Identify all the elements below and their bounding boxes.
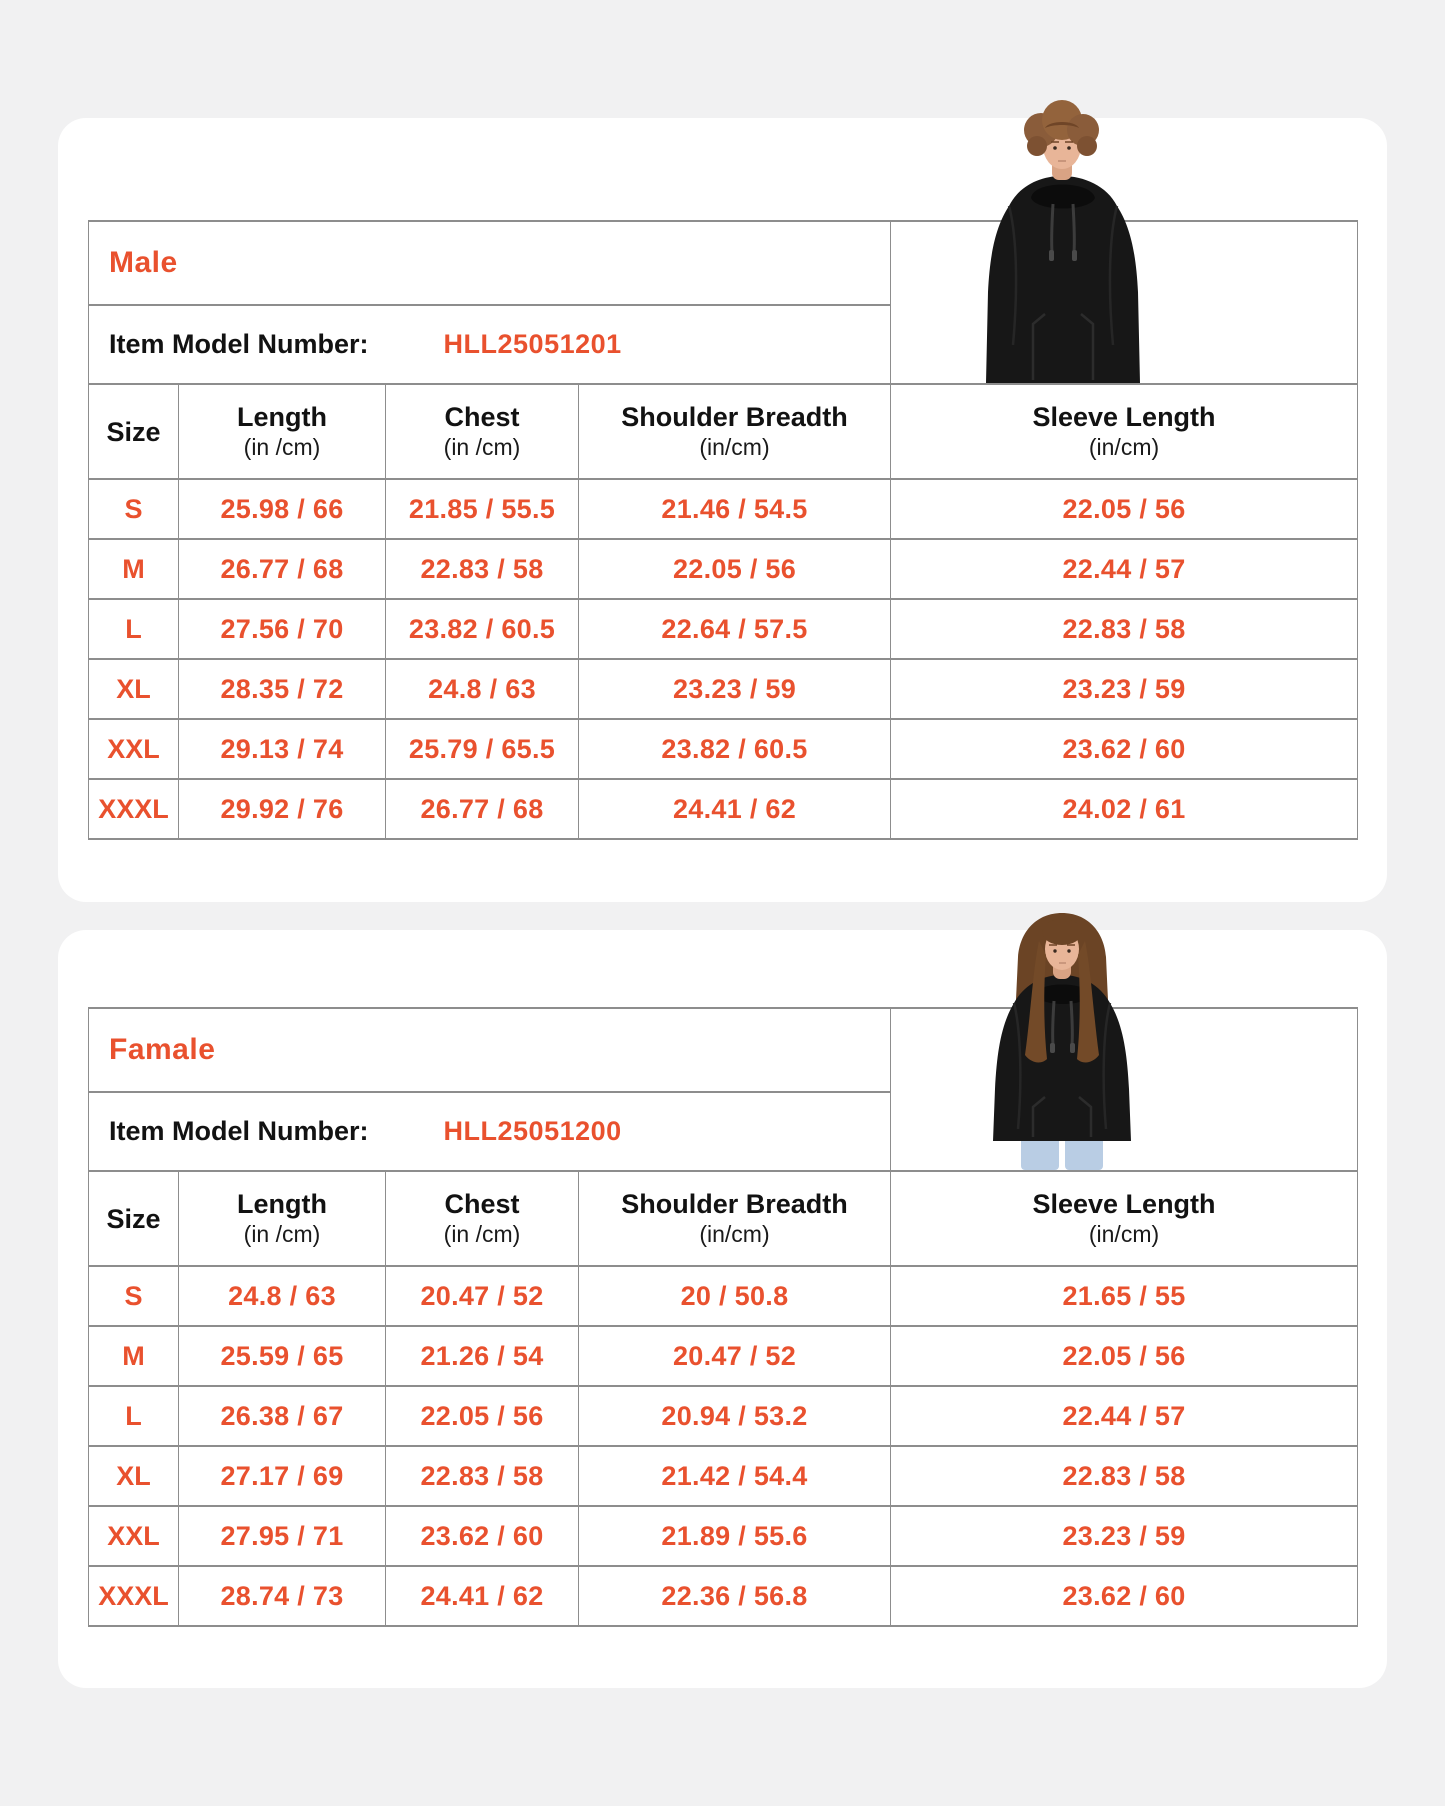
column-label: Length <box>237 1189 327 1219</box>
shoulder-value: 24.41 / 62 <box>579 779 891 839</box>
sleeve-value: 21.65 / 55 <box>891 1266 1358 1326</box>
length-value: 26.38 / 67 <box>179 1386 386 1446</box>
model-number-label: Item Model Number: <box>109 1116 369 1146</box>
model-photo-cell <box>891 221 1358 384</box>
size-label: XXL <box>89 1506 179 1566</box>
column-header-size <box>89 384 179 479</box>
model-number-cell <box>89 305 891 384</box>
table-row <box>89 659 1358 719</box>
chest-value: 25.79 / 65.5 <box>386 719 579 779</box>
length-value: 24.8 / 63 <box>179 1266 386 1326</box>
chest-value: 20.47 / 52 <box>386 1266 579 1326</box>
table-header-row <box>89 384 1358 479</box>
model-number-label: Item Model Number: <box>109 329 369 359</box>
table-row <box>89 1566 1358 1626</box>
male-model-photo <box>949 100 1179 383</box>
shoulder-value: 20.47 / 52 <box>579 1326 891 1386</box>
length-value: 29.13 / 74 <box>179 719 386 779</box>
sleeve-value: 22.44 / 57 <box>891 539 1358 599</box>
length-value: 27.95 / 71 <box>179 1506 386 1566</box>
size-label: M <box>89 1326 179 1386</box>
column-header-shoulder <box>579 384 891 479</box>
length-value: 25.59 / 65 <box>179 1326 386 1386</box>
gender-label: Famale <box>109 1033 216 1066</box>
column-label: Shoulder Breadth <box>621 402 848 432</box>
gender-label: Male <box>109 246 178 279</box>
shoulder-value: 22.36 / 56.8 <box>579 1566 891 1626</box>
table-row <box>89 1326 1358 1386</box>
column-label: Chest <box>444 1189 520 1219</box>
table-header-row <box>89 1171 1358 1266</box>
chest-value: 21.85 / 55.5 <box>386 479 579 539</box>
column-label: Length <box>237 402 327 432</box>
column-header-sleeve <box>891 384 1358 479</box>
sleeve-value: 22.44 / 57 <box>891 1386 1358 1446</box>
length-value: 28.35 / 72 <box>179 659 386 719</box>
column-header-length <box>179 1171 386 1266</box>
shoulder-value: 21.42 / 54.4 <box>579 1446 891 1506</box>
column-unit: (in/cm) <box>1088 1221 1160 1247</box>
sleeve-value: 23.62 / 60 <box>891 1566 1358 1626</box>
column-header-chest <box>386 1171 579 1266</box>
table-row <box>89 719 1358 779</box>
female-size-chart-card <box>58 930 1387 1688</box>
table-row <box>89 539 1358 599</box>
model-number-value: HLL25051200 <box>443 1116 622 1146</box>
table-row <box>89 479 1358 539</box>
chest-value: 21.26 / 54 <box>386 1326 579 1386</box>
table-row <box>89 599 1358 659</box>
size-label: S <box>89 1266 179 1326</box>
length-value: 28.74 / 73 <box>179 1566 386 1626</box>
sleeve-value: 23.23 / 59 <box>891 1506 1358 1566</box>
column-label: Size <box>106 416 161 447</box>
column-header-chest <box>386 384 579 479</box>
column-header-sleeve <box>891 1171 1358 1266</box>
shoulder-value: 20.94 / 53.2 <box>579 1386 891 1446</box>
column-header-shoulder <box>579 1171 891 1266</box>
size-label: XXXL <box>89 1566 179 1626</box>
size-label: S <box>89 479 179 539</box>
sleeve-value: 22.05 / 56 <box>891 479 1358 539</box>
gender-cell <box>89 221 891 305</box>
shoulder-value: 23.82 / 60.5 <box>579 719 891 779</box>
male-size-table <box>88 220 1358 840</box>
model-photo-cell <box>891 1008 1358 1171</box>
sleeve-value: 22.83 / 58 <box>891 1446 1358 1506</box>
length-value: 25.98 / 66 <box>179 479 386 539</box>
column-header-length <box>179 384 386 479</box>
length-value: 27.56 / 70 <box>179 599 386 659</box>
column-label: Shoulder Breadth <box>621 1189 848 1219</box>
shoulder-value: 23.23 / 59 <box>579 659 891 719</box>
sleeve-value: 22.83 / 58 <box>891 599 1358 659</box>
sleeve-value: 23.62 / 60 <box>891 719 1358 779</box>
length-value: 26.77 / 68 <box>179 539 386 599</box>
chest-value: 23.82 / 60.5 <box>386 599 579 659</box>
table-row <box>89 1506 1358 1566</box>
chest-value: 26.77 / 68 <box>386 779 579 839</box>
column-label: Size <box>106 1203 161 1234</box>
column-label: Chest <box>444 402 520 432</box>
column-unit: (in /cm) <box>243 434 321 460</box>
shoulder-value: 22.64 / 57.5 <box>579 599 891 659</box>
model-number-value: HLL25051201 <box>443 329 622 359</box>
table-row <box>89 1446 1358 1506</box>
sleeve-value: 24.02 / 61 <box>891 779 1358 839</box>
sleeve-value: 23.23 / 59 <box>891 659 1358 719</box>
size-label: XL <box>89 1446 179 1506</box>
column-label: Sleeve Length <box>1032 1189 1216 1219</box>
gender-cell <box>89 1008 891 1092</box>
chest-value: 22.83 / 58 <box>386 1446 579 1506</box>
shoulder-value: 21.89 / 55.6 <box>579 1506 891 1566</box>
chest-value: 23.62 / 60 <box>386 1506 579 1566</box>
size-label: M <box>89 539 179 599</box>
model-number-cell <box>89 1092 891 1171</box>
column-unit: (in /cm) <box>243 1221 321 1247</box>
column-unit: (in/cm) <box>699 434 770 460</box>
length-value: 27.17 / 69 <box>179 1446 386 1506</box>
female-model-photo <box>949 907 1179 1170</box>
sleeve-value: 22.05 / 56 <box>891 1326 1358 1386</box>
table-row <box>89 1008 1358 1092</box>
column-unit: (in/cm) <box>699 1221 770 1247</box>
shoulder-value: 20 / 50.8 <box>579 1266 891 1326</box>
chest-value: 22.83 / 58 <box>386 539 579 599</box>
female-size-table <box>88 1007 1358 1627</box>
size-label: XL <box>89 659 179 719</box>
table-row <box>89 221 1358 305</box>
male-size-chart-card <box>58 118 1387 902</box>
chest-value: 24.8 / 63 <box>386 659 579 719</box>
column-label: Sleeve Length <box>1032 402 1216 432</box>
column-header-size <box>89 1171 179 1266</box>
shoulder-value: 22.05 / 56 <box>579 539 891 599</box>
chest-value: 24.41 / 62 <box>386 1566 579 1626</box>
length-value: 29.92 / 76 <box>179 779 386 839</box>
size-label: XXXL <box>89 779 179 839</box>
column-unit: (in/cm) <box>1088 434 1160 460</box>
size-label: L <box>89 1386 179 1446</box>
column-unit: (in /cm) <box>443 434 521 460</box>
shoulder-value: 21.46 / 54.5 <box>579 479 891 539</box>
table-row <box>89 1266 1358 1326</box>
chest-value: 22.05 / 56 <box>386 1386 579 1446</box>
table-row <box>89 779 1358 839</box>
table-row <box>89 1386 1358 1446</box>
column-unit: (in /cm) <box>443 1221 521 1247</box>
size-label: L <box>89 599 179 659</box>
size-label: XXL <box>89 719 179 779</box>
